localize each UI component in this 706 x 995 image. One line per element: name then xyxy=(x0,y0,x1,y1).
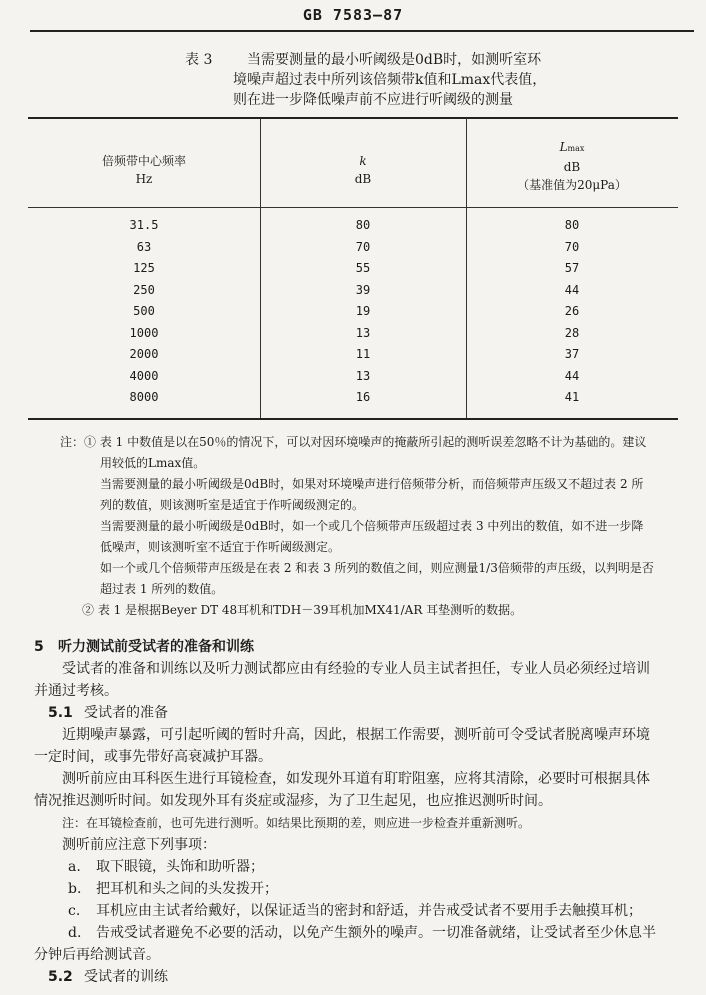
cell-frequency: 31.5 xyxy=(129,218,159,232)
table-row xyxy=(28,347,678,369)
cell-k: 19 xyxy=(355,304,371,318)
cell-lmax: 44 xyxy=(564,368,580,383)
subsection-title: 受试者的训练 xyxy=(84,969,168,985)
list-marker: c. xyxy=(68,903,81,919)
cell-lmax: 37 xyxy=(564,347,580,361)
table-notes xyxy=(60,432,690,621)
page-header: GB 7583—87 xyxy=(302,6,404,24)
cell-lmax: 70 xyxy=(564,239,580,254)
header-lmax-unit: dB xyxy=(563,160,581,174)
caption-line-3: 则在进一步降低噪声前不应进行听阈级的测量 xyxy=(233,92,513,108)
column-header-lmax xyxy=(466,138,678,194)
table-row xyxy=(28,218,678,240)
cell-k: 80 xyxy=(355,218,371,232)
paragraph-cont: 并通过考核。 xyxy=(34,683,118,699)
list-text: 取下眼镜，头饰和助听器； xyxy=(96,859,264,875)
cell-lmax: 80 xyxy=(564,218,580,232)
cell-k: 55 xyxy=(355,261,371,275)
paragraph: 测听前应由耳科医生进行耳镜检查，如发现外耳道有耵聍阻塞，应将其清除，必要时可根据具体 xyxy=(62,771,650,787)
paragraph: 受试者的准备和训练以及听力测试都应由有经验的专业人员主试者担任，专业人员必须经过培训 xyxy=(62,661,650,677)
list-text: 告戒受试者避免不必要的活动，以免产生额外的噪声。一切准备就绪，让受试者至少休息半 xyxy=(96,925,656,941)
cell-frequency: 1000 xyxy=(129,325,159,340)
cell-lmax: 28 xyxy=(564,325,580,340)
cell-k: 13 xyxy=(355,325,371,340)
lmax-subscript: max xyxy=(567,144,585,153)
note-1 xyxy=(60,432,690,453)
table-body xyxy=(28,218,678,412)
list-item xyxy=(34,922,694,944)
note-label: 注： xyxy=(60,435,85,449)
subsection-number: 5.2 xyxy=(48,969,73,985)
note-1-text: 表 1 中数值是以在50％的情况下，可以对因环境噪声的掩蔽所引起的测听误差忽略不计为基础的。建议 xyxy=(99,435,647,449)
table-row xyxy=(28,390,678,412)
note-1-para-2: 当需要测量的最小听阈级是0dB时，如果对环境噪声进行倍频带分析，而倍频带声压级又不超过表 2 所 xyxy=(100,477,644,491)
lmax-symbol: L xyxy=(559,140,568,154)
column-header-k xyxy=(260,152,466,188)
section-5-2-heading xyxy=(34,966,694,988)
table-bottom-rule xyxy=(28,418,678,420)
subsection-number: 5.1 xyxy=(48,705,73,721)
cell-frequency: 4000 xyxy=(129,368,159,383)
note-1-para-3: 当需要测量的最小听阈级是0dB时，如一个或几个倍频带声压级超过表 3 中列出的数值，如不进一步降 xyxy=(100,519,644,533)
list-marker: b. xyxy=(68,881,82,897)
table-caption xyxy=(185,50,625,110)
note-1-para-3-cont: 低噪声，则该测听室不适宜于作听阈级测定。 xyxy=(100,540,341,554)
list-marker: d. xyxy=(68,925,82,941)
table-row xyxy=(28,369,678,391)
cell-k: 16 xyxy=(355,390,371,404)
cell-k: 13 xyxy=(355,368,371,383)
cell-k: 11 xyxy=(355,347,371,361)
note-1-continued: 用较低的Lmax值。 xyxy=(100,456,206,470)
list-marker: a. xyxy=(68,859,81,875)
cell-lmax: 44 xyxy=(564,282,580,297)
list-text: 把耳机和头之间的头发拨开； xyxy=(96,881,278,897)
note-2 xyxy=(60,600,690,621)
paragraph: 测听前应注意下列事项： xyxy=(62,837,216,853)
paragraph: 近期噪声暴露，可引起听阈的暂时升高，因此，根据工作需要，测听前可令受试者脱离噪声环境 xyxy=(62,727,650,743)
cell-frequency: 125 xyxy=(133,261,155,275)
table-row xyxy=(28,326,678,348)
cell-frequency: 500 xyxy=(133,304,155,318)
section-number: 5 xyxy=(34,639,44,655)
note-2-marker: ② xyxy=(82,603,95,617)
note-1-para-2-cont: 列的数值，则该测听室是适宜于作听阈级测定的。 xyxy=(100,498,365,512)
header-lmax-reference: （基准值为20μPa） xyxy=(517,178,627,192)
cell-frequency: 63 xyxy=(136,239,152,254)
header-frequency-label: 倍频带中心频率 xyxy=(101,154,186,168)
cell-frequency: 8000 xyxy=(129,390,159,404)
table-row xyxy=(28,240,678,262)
caption-line-1 xyxy=(185,50,625,70)
table-header-rule xyxy=(28,207,678,208)
note-1-marker: ① xyxy=(84,435,97,449)
header-rule xyxy=(30,30,694,32)
section-5-heading xyxy=(34,636,694,658)
list-item xyxy=(34,878,694,900)
table-number: 表 3 xyxy=(185,52,213,68)
subsection-title: 受试者的准备 xyxy=(84,705,168,721)
body-text xyxy=(34,636,694,988)
cell-lmax: 57 xyxy=(564,261,580,275)
cell-frequency: 250 xyxy=(133,282,155,297)
paragraph-cont: 情况推迟测听时间。如发现外耳有炎症或湿疹，为了卫生起见，也应推迟测听时间。 xyxy=(34,793,552,809)
header-k-label: k xyxy=(359,154,367,168)
list-item xyxy=(34,900,694,922)
cell-frequency: 2000 xyxy=(129,347,159,361)
section-title: 听力测试前受试者的准备和训练 xyxy=(58,639,254,655)
column-header-frequency xyxy=(28,152,260,188)
list-text: 耳机应由主试者给戴好，以保证适当的密封和舒适，并告戒受试者不要用手去触摸耳机； xyxy=(96,903,642,919)
note-1-para-4-cont: 超过表 1 所列的数值。 xyxy=(100,582,224,596)
table-row xyxy=(28,261,678,283)
header-k-unit: dB xyxy=(354,172,372,186)
inline-note: 注：在耳镜检查前，也可先进行测听。如结果比预期的差，则应进一步检查并重新测听。 xyxy=(62,816,531,830)
note-2-text: 表 1 是根据Beyer DT 48耳机和TDH－39耳机加MX41/AR 耳垫测听的数据。 xyxy=(97,603,523,617)
section-5-1-heading xyxy=(34,702,694,724)
cell-lmax: 41 xyxy=(564,390,580,404)
table-top-rule xyxy=(28,117,678,119)
paragraph-cont: 一定时间，或事先带好高衰减护耳器。 xyxy=(34,749,272,765)
note-1-para-4: 如一个或几个倍频带声压级是在表 2 和表 3 所列的数值之间，则应测量1/3倍频带的声压级，以判明是否 xyxy=(100,561,654,575)
cell-k: 39 xyxy=(355,282,371,297)
cell-k: 70 xyxy=(355,239,371,254)
list-item xyxy=(34,856,694,878)
header-lmax-label xyxy=(466,138,678,158)
table-row xyxy=(28,283,678,305)
list-text-cont: 分钟后再给测试音。 xyxy=(34,947,160,963)
header-frequency-unit: Hz xyxy=(135,172,153,186)
caption-text-1: 当需要测量的最小听阈级是0dB时，如测听室环 xyxy=(247,52,542,68)
cell-lmax: 26 xyxy=(564,304,580,318)
table-row xyxy=(28,304,678,326)
caption-line-2: 境噪声超过表中所列该倍频带k值和Lmax代表值， xyxy=(233,72,547,88)
